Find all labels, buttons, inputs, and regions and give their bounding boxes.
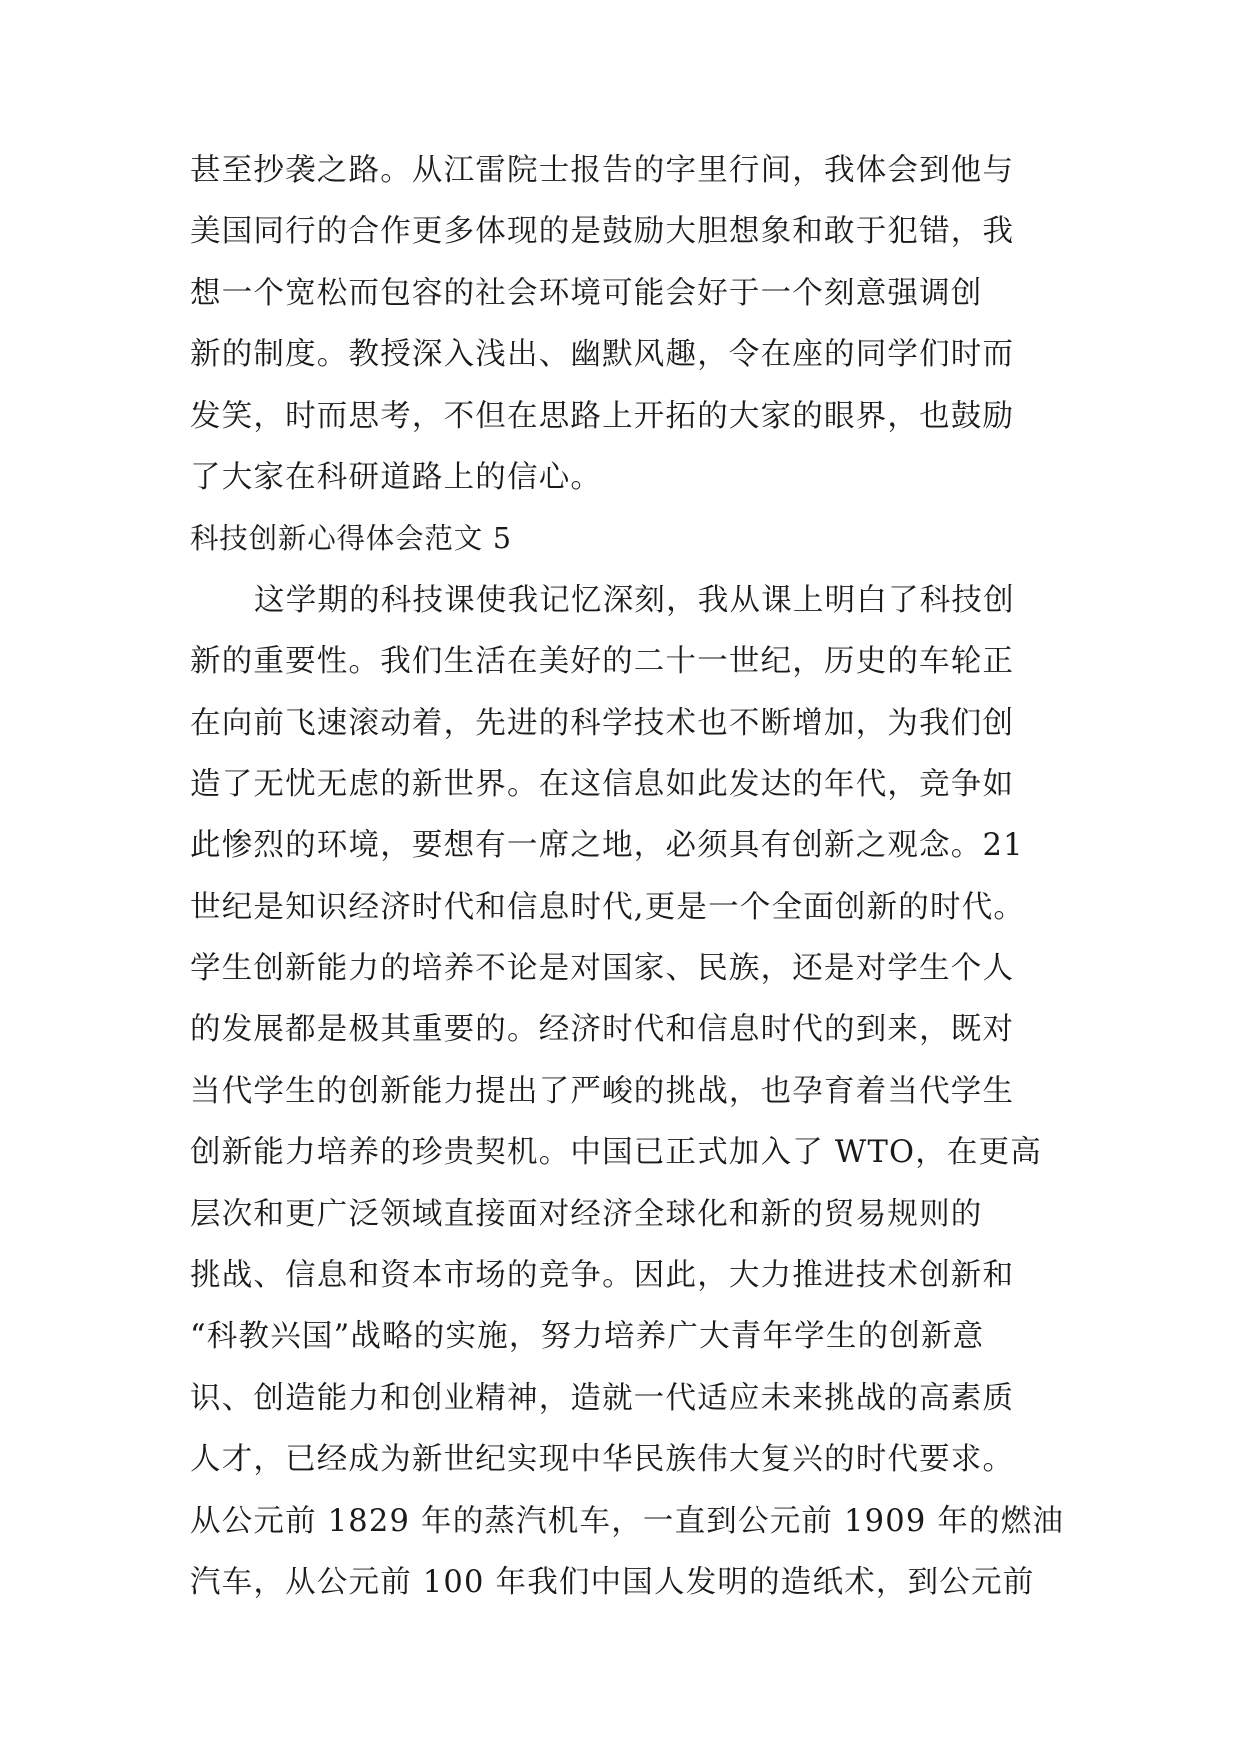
paragraph-line: 了大家在科研道路上的信心。	[190, 459, 603, 495]
paragraph-line: 甚至抄袭之路。从江雷院士报告的字里行间，我体会到他与	[190, 153, 1015, 188]
paragraph-line: 发笑，时而思考，不但在思路上开拓的大家的眼界，也鼓励	[190, 398, 1015, 434]
paragraph-line: 新的重要性。我们生活在美好的二十一世纪，历史的车轮正	[190, 644, 1015, 680]
paragraph-line: 这学期的科技课使我记忆深刻，我从课上明白了科技创	[254, 582, 1015, 618]
paragraph-line: 在向前飞速滚动着，先进的科学技术也不断增加，为我们创	[190, 705, 1015, 741]
paragraph-line: 从公元前 1829 年的蒸汽机车，一直到公元前 1909 年的燃油	[190, 1503, 1065, 1539]
paragraph-line: 创新能力培养的珍贵契机。中国已正式加入了 WTO，在更高	[190, 1135, 1042, 1171]
paragraph-line: “科教兴国”战略的实施，努力培养广大青年学生的创新意	[190, 1319, 985, 1355]
paragraph-line: 世纪是知识经济时代和信息时代,更是一个全面创新的时代。	[190, 889, 1026, 925]
paragraph-line: 的发展都是极其重要的。经济时代和信息时代的到来，既对	[190, 1012, 1015, 1048]
paragraph-line: 新的制度。教授深入浅出、幽默风趣，令在座的同学们时而	[190, 337, 1015, 373]
paragraph-line: 汽车，从公元前 100 年我们中国人发明的造纸术，到公元前	[190, 1564, 1035, 1600]
document-body	[190, 140, 1065, 1613]
paragraph-line: 想一个宽松而包容的社会环境可能会好于一个刻意强调创	[190, 275, 983, 311]
paragraph-line: 造了无忧无虑的新世界。在这信息如此发达的年代，竞争如	[190, 766, 1015, 802]
section-title: 科技创新心得体会范文 5	[190, 522, 512, 556]
paragraph-line: 层次和更广泛领域直接面对经济全球化和新的贸易规则的	[190, 1196, 983, 1232]
paragraph-line: 美国同行的合作更多体现的是鼓励大胆想象和敢于犯错，我	[190, 214, 1015, 250]
paragraph-line: 挑战、信息和资本市场的竞争。因此，大力推进技术创新和	[190, 1258, 1015, 1294]
paragraph-line: 识、创造能力和创业精神，造就一代适应未来挑战的高素质	[190, 1380, 1015, 1416]
paragraph-line: 当代学生的创新能力提出了严峻的挑战，也孕育着当代学生	[190, 1073, 1015, 1109]
paragraph-line: 学生创新能力的培养不论是对国家、民族，还是对学生个人	[190, 951, 1015, 987]
paragraph-line: 人才，已经成为新世纪实现中华民族伟大复兴的时代要求。	[190, 1442, 1015, 1478]
paragraph-line: 此惨烈的环境，要想有一席之地，必须具有创新之观念。21	[190, 828, 1024, 864]
